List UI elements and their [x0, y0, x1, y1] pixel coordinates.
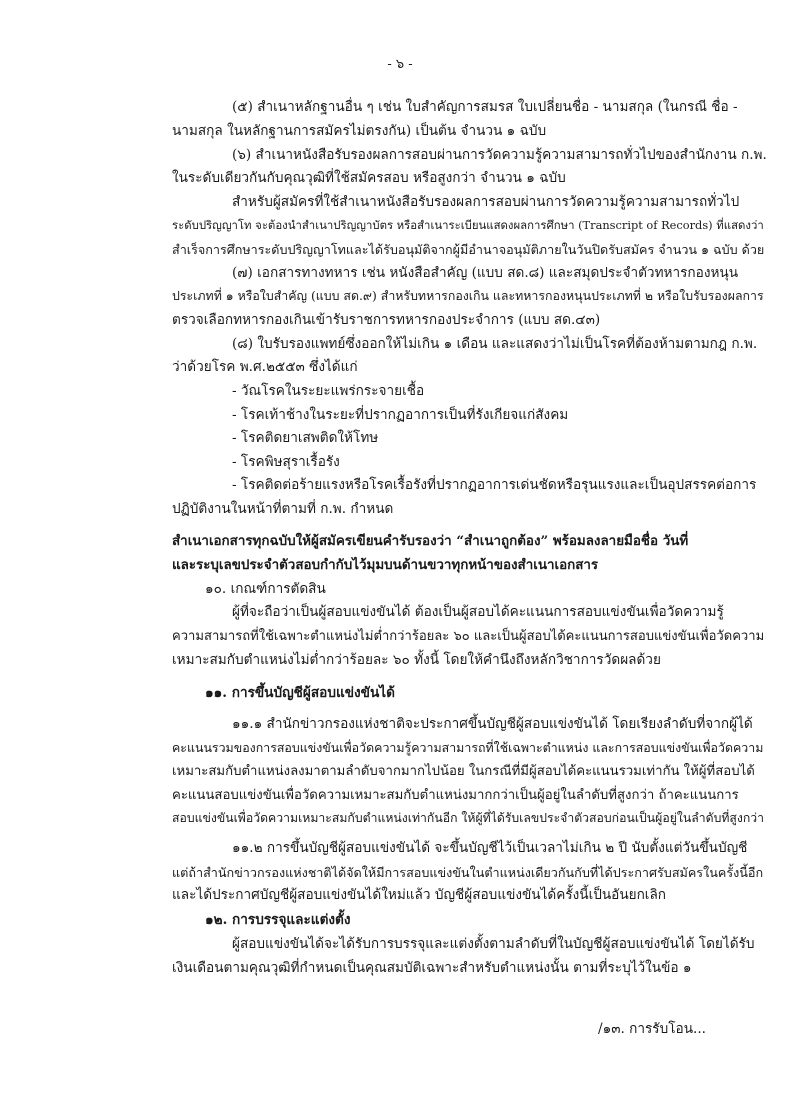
item-6-note-line-2: ระดับปริญญาโท จะต้องนำสำเนาปริญญาบัตร หรือสำเนาระเบียนแสดงผลการศึกษา (Transcript of Records) ที่แสดงว่า	[172, 218, 764, 232]
section-11-1-line-5: สอบแข่งขันเพื่อวัดความเหมาะสมกับตำแหน่งเท่ากันอีก ให้ผู้ที่ได้รับเลขประจำตัวสอบก่อนเป็นผู้อยู่ในลำดับที่สูงกว่า	[172, 811, 765, 825]
item-8-line-2: ว่าด้วยโรค พ.ศ.๒๕๕๓ ซึ่งได้แก่	[172, 359, 358, 375]
item-6-note-line-3: สำเร็จการศึกษาระดับปริญญาโทและได้รับอนุมัติจากผู้มีอำนาจอนุมัติภายในวันปิดรับสมัคร จำนวน ๑ ฉบับ ด้วย	[172, 242, 765, 257]
section-11-2-line-3: และได้ประกาศบัญชีผู้สอบแข่งขันได้ใหม่แล้ว บัญชีผู้สอบแข่งขันได้ครั้งนี้เป็นอันยกเลิก	[172, 887, 667, 903]
section-11-1-line-2: คะแนนรวมของการสอบแข่งขันเพื่อวัดความรู้ความสามารถที่ใช้เฉพาะตำแหน่ง และการสอบแข่งขันเพื่อวัดความ	[172, 740, 764, 755]
item-7-line-3: ตรวจเลือกทหารกองเกินเข้ารับราชการทหารกองประจำการ (แบบ สด.๔๓)	[172, 312, 601, 328]
disease-list-item: - โรคพิษสุราเรื้อรัง	[232, 454, 340, 470]
item-5-line-1: (๕) สำเนาหลักฐานอื่น ๆ เช่น ใบสำคัญการสมรส ใบเปลี่ยนชื่อ - นามสกุล (ในกรณี ชื่อ -	[232, 99, 738, 115]
section-12-heading: ๑๒. การบรรจุและแต่งตั้ง	[205, 912, 351, 928]
item-7-line-2: ประเภทที่ ๑ หรือใบสำคัญ (แบบ สด.๙) สำหรับทหารกองเกิน และทหารกองหนุนประเภทที่ ๒ หรือใบรับรองผลการ	[172, 289, 764, 303]
continuation-note: /๑๓. การรับโอน...	[598, 1021, 706, 1037]
item-6-line-1: (๖) สำเนาหนังสือรับรองผลการสอบผ่านการวัดความรู้ความสามารถทั่วไปของสำนักงาน ก.พ.	[232, 147, 767, 163]
certify-notice-line-2: และระบุเลขประจำตัวสอบกำกับไว้มุมบนด้านขวาทุกหน้าของสำเนาเอกสาร	[172, 557, 599, 573]
section-10-heading: ๑๐. เกณฑ์การตัดสิน	[205, 581, 326, 597]
section-12-line-2: เงินเดือนตามคุณวุฒิที่กำหนดเป็นคุณสมบัติเฉพาะสำหรับตำแหน่งนั้น ตามที่ระบุไว้ในข้อ ๑	[172, 960, 692, 976]
section-10-line-3: เหมาะสมกับตำแหน่งไม่ต่ำกว่าร้อยละ ๖๐ ทั้งนี้ โดยให้คำนึงถึงหลักวิชาการวัดผลด้วย	[172, 652, 661, 668]
section-11-1-line-4: คะแนนสอบแข่งขันเพื่อวัดความเหมาะสมกับตำแหน่งมากกว่าเป็นผู้อยู่ในลำดับที่สูงกว่า ถ้าคะแนนการ	[172, 788, 739, 803]
certify-notice-line-1: สำเนาเอกสารทุกฉบับให้ผู้สมัครเขียนคำรับรองว่า “สำเนาถูกต้อง” พร้อมลงลายมือชื่อ วันที่	[172, 533, 689, 549]
section-11-1-line-3: เหมาะสมกับตำแหน่งลงมาตามลำดับจากมากไปน้อย ในกรณีที่มีผู้สอบได้คะแนนรวมเท่ากัน ให้ผู้ที่สอบได้	[172, 764, 755, 779]
section-11-2-line-1: ๑๑.๒ การขึ้นบัญชีผู้สอบแข่งขันได้ จะขึ้นบัญชีไว้เป็นเวลาไม่เกิน ๒ ปี นับตั้งแต่วันขึ้นบัญชี	[232, 840, 748, 856]
disease-list-item: - โรคเท้าช้างในระยะที่ปรากฏอาการเป็นที่รังเกียจแก่สังคม	[232, 407, 569, 423]
item-6-line-2: ในระดับเดียวกันกับคุณวุฒิที่ใช้สมัครสอบ หรือสูงกว่า จำนวน ๑ ฉบับ	[172, 170, 566, 186]
disease-list-item: - โรคติดต่อร้ายแรงหรือโรคเรื้อรังที่ปรากฏอาการเด่นชัดหรือรุนแรงและเป็นอุปสรรคต่อการ	[232, 477, 757, 493]
section-10-line-1: ผู้ที่จะถือว่าเป็นผู้สอบแข่งขันได้ ต้องเป็นผู้สอบได้คะแนนการสอบแข่งขันเพื่อวัดความรู้	[232, 604, 724, 620]
disease-list-item: - โรคติดยาเสพติดให้โทษ	[232, 430, 379, 446]
section-11-1-line-1: ๑๑.๑ สำนักข่าวกรองแห่งชาติจะประกาศขึ้นบัญชีผู้สอบแข่งขันได้ โดยเรียงลำดับที่จากผู้ได้	[232, 716, 753, 732]
item-7-line-1: (๗) เอกสารทางทหาร เช่น หนังสือสำคัญ (แบบ สด.๘) และสมุดประจำตัวทหารกองหนุน	[232, 265, 739, 281]
section-11-heading: ๑๑. การขึ้นบัญชีผู้สอบแข่งขันได้	[205, 685, 395, 701]
section-12-line-1: ผู้สอบแข่งขันได้จะได้รับการบรรจุและแต่งตั้งตามลำดับที่ในบัญชีผู้สอบแข่งขันได้ โดยได้รับ	[232, 936, 755, 952]
item-8-line-1: (๘) ใบรับรองแพทย์ซึ่งออกให้ไม่เกิน ๑ เดือน และแสดงว่าไม่เป็นโรคที่ต้องห้ามตามกฎ ก.พ.	[232, 336, 758, 352]
page-number: - ๖ -	[387, 57, 413, 72]
item-5-line-2: นามสกุล ในหลักฐานการสมัครไม่ตรงกัน) เป็นต้น จำนวน ๑ ฉบับ	[172, 123, 547, 139]
section-10-line-2: ความสามารถที่ใช้เฉพาะตำแหน่งไม่ต่ำกว่าร้อยละ ๖๐ และเป็นผู้สอบได้คะแนนการสอบแข่งขันเพื่อวัดความ	[172, 629, 765, 644]
item-6-note-line-1: สำหรับผู้สมัครที่ใช้สำเนาหนังสือรับรองผลการสอบผ่านการวัดความรู้ความสามารถทั่วไป	[232, 194, 740, 210]
section-11-2-line-2: แต่ถ้าสำนักข่าวกรองแห่งชาติได้จัดให้มีการสอบแข่งขันในตำแหน่งเดียวกันกับที่ได้ประกาศรับสมัครในครั้งนี้อีก	[172, 865, 764, 880]
disease-5-line-2: ปฏิบัติงานในหน้าที่ตามที่ ก.พ. กำหนด	[172, 501, 394, 517]
disease-list-item: - วัณโรคในระยะแพร่กระจายเชื้อ	[232, 383, 425, 399]
